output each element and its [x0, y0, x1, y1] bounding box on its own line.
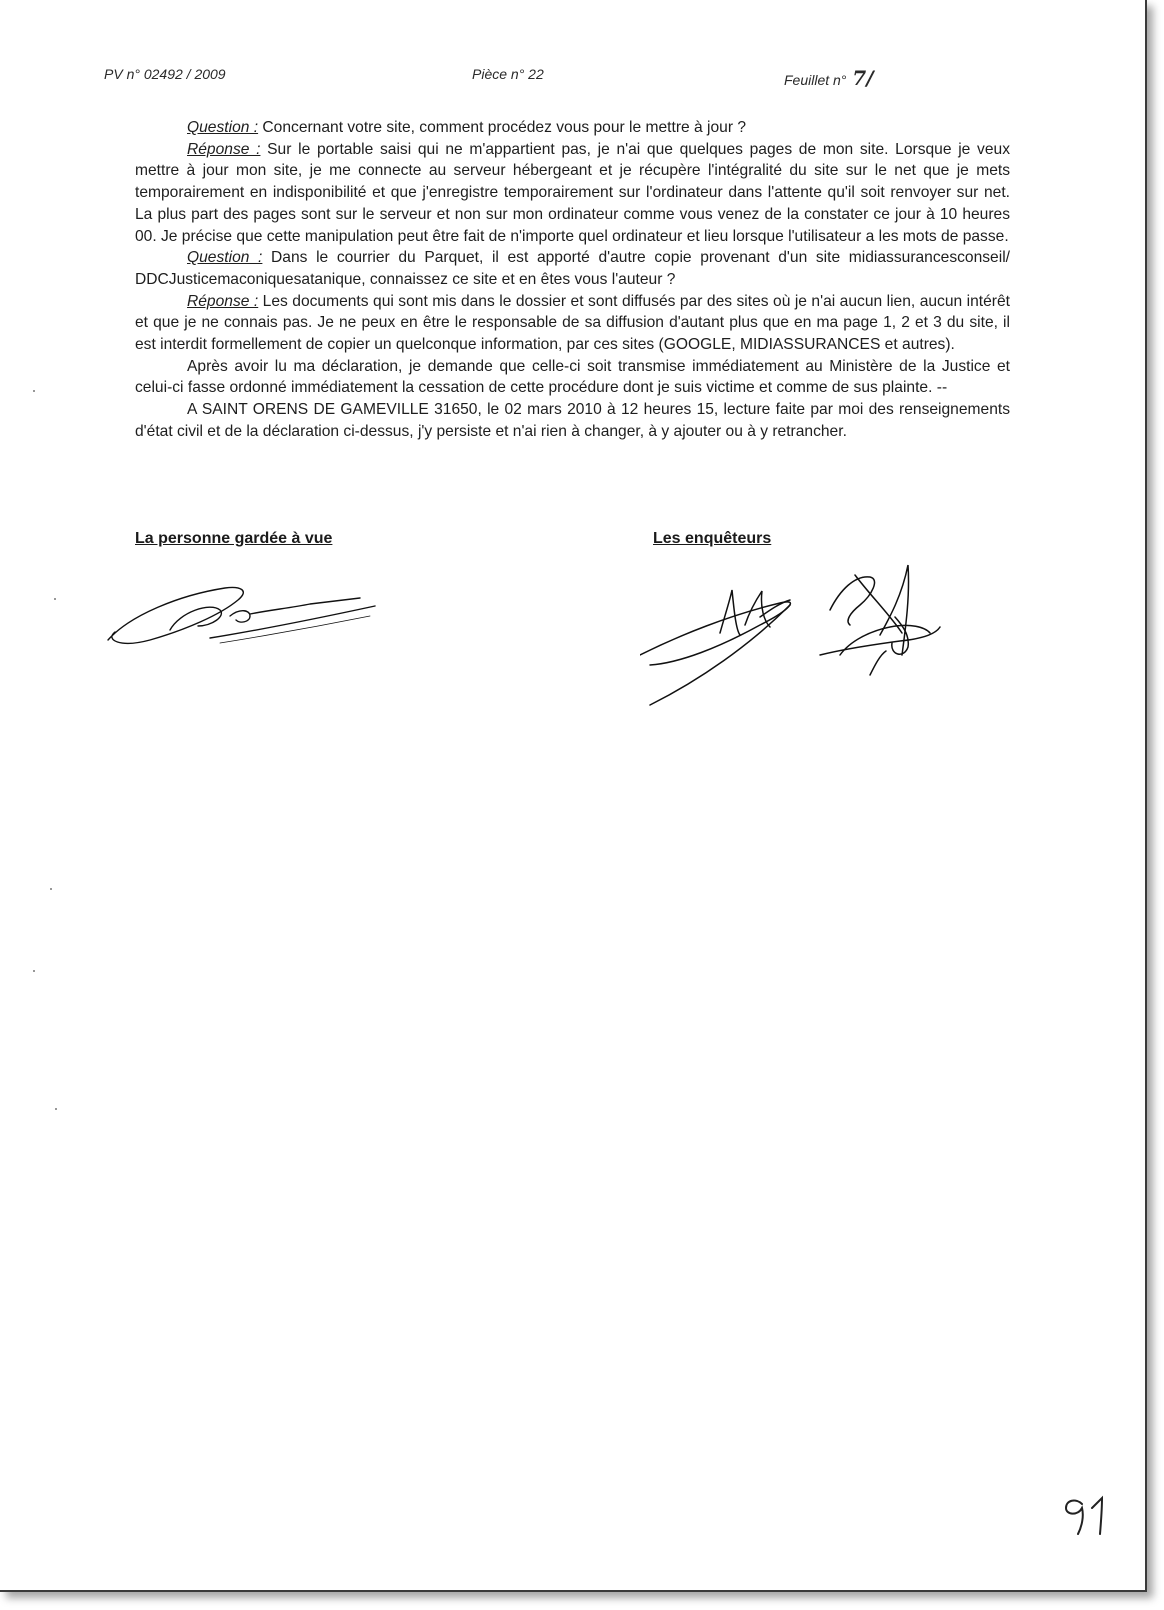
feuillet-label: Feuillet n°	[784, 72, 847, 88]
detainee-signature	[100, 570, 400, 670]
feuillet-number: 7/	[852, 66, 874, 90]
investigators-signature-label: Les enquêteurs	[653, 530, 772, 547]
investigators-signatures	[640, 555, 960, 715]
question-paragraph	[135, 117, 1010, 139]
answer-paragraph	[135, 139, 1010, 248]
margin-mark	[33, 390, 35, 392]
question-text: Concernant votre site, comment procédez vous pour le mettre à jour ?	[258, 119, 747, 136]
detainee-signature-label: La personne gardée à vue	[135, 530, 333, 547]
feuillet	[784, 66, 874, 90]
statement-body	[135, 117, 1010, 443]
handwritten-page-number	[1060, 1490, 1120, 1540]
question-label: Question :	[187, 119, 259, 136]
margin-mark	[33, 970, 35, 972]
piece-number: Pièce n° 22	[472, 66, 544, 82]
question-text: Dans le courrier du Parquet, il est apporté d'autre copie provenant d'un site midiassurancesconseil/ DDCJusticemaconiquesatanique, connaissez ce site et en êtes vous l'auteur ?	[135, 249, 1010, 288]
margin-mark	[54, 598, 56, 600]
pv-number: PV n° 02492 / 2009	[104, 66, 226, 82]
margin-mark	[50, 888, 52, 890]
answer-text: Sur le portable saisi qui ne m'appartient pas, je n'ai que quelques pages de mon site. Lorsque je veux mettre à jour mon site, je me connecte au serveur hébergeant et je récupère l'intégralité du site sur le net que je mets temporairement en indisponibilité et que j'enregistre temporairement sur l'ordinateur dans l'attente qu'il soit renvoyer sur net. La plus part des pages sont sur le serveur et non sur mon ordinateur comme vous venez de la constater ce jour à 10 heures 00. Je précise que cette manipulation peut être fait de n'importe quel ordinateur et lieu lorsque l'utilisateur a les mots de passe.	[135, 140, 1010, 245]
closing-paragraph: A SAINT ORENS DE GAMEVILLE 31650, le 02 mars 2010 à 12 heures 15, lecture faite par moi des renseignements d'état civil et de la déclaration ci-dessus, j'y persiste et n'ai rien à changer, à y ajouter ou à y retrancher.	[135, 401, 1010, 440]
answer-label: Réponse :	[187, 140, 261, 158]
question-paragraph	[135, 247, 1010, 290]
answer-paragraph	[135, 291, 1010, 356]
question-label: Question :	[187, 249, 263, 267]
answer-label: Réponse :	[187, 292, 259, 310]
declaration-paragraph: Après avoir lu ma déclaration, je demande que celle-ci soit transmise immédiatement au Ministère de la Justice et celui-ci fasse ordonné immédiatement la cessation de cette procédure dont je suis victime et comme de sus plainte. --	[135, 357, 1010, 397]
margin-mark	[55, 1108, 57, 1110]
page-header	[104, 66, 924, 90]
answer-text: Les documents qui sont mis dans le dossier et sont diffusés par des sites où je n'ai aucun lien, aucun intérêt et que je ne connais pas. Je ne peux en être le responsable de sa diffusion d'autant plus que en ma page 1, 2 et 3 du site, il est interdit formellement de copier un quelconque information, par ces sites (GOOGLE, MIDIASSURANCES et autres).	[135, 292, 1010, 354]
